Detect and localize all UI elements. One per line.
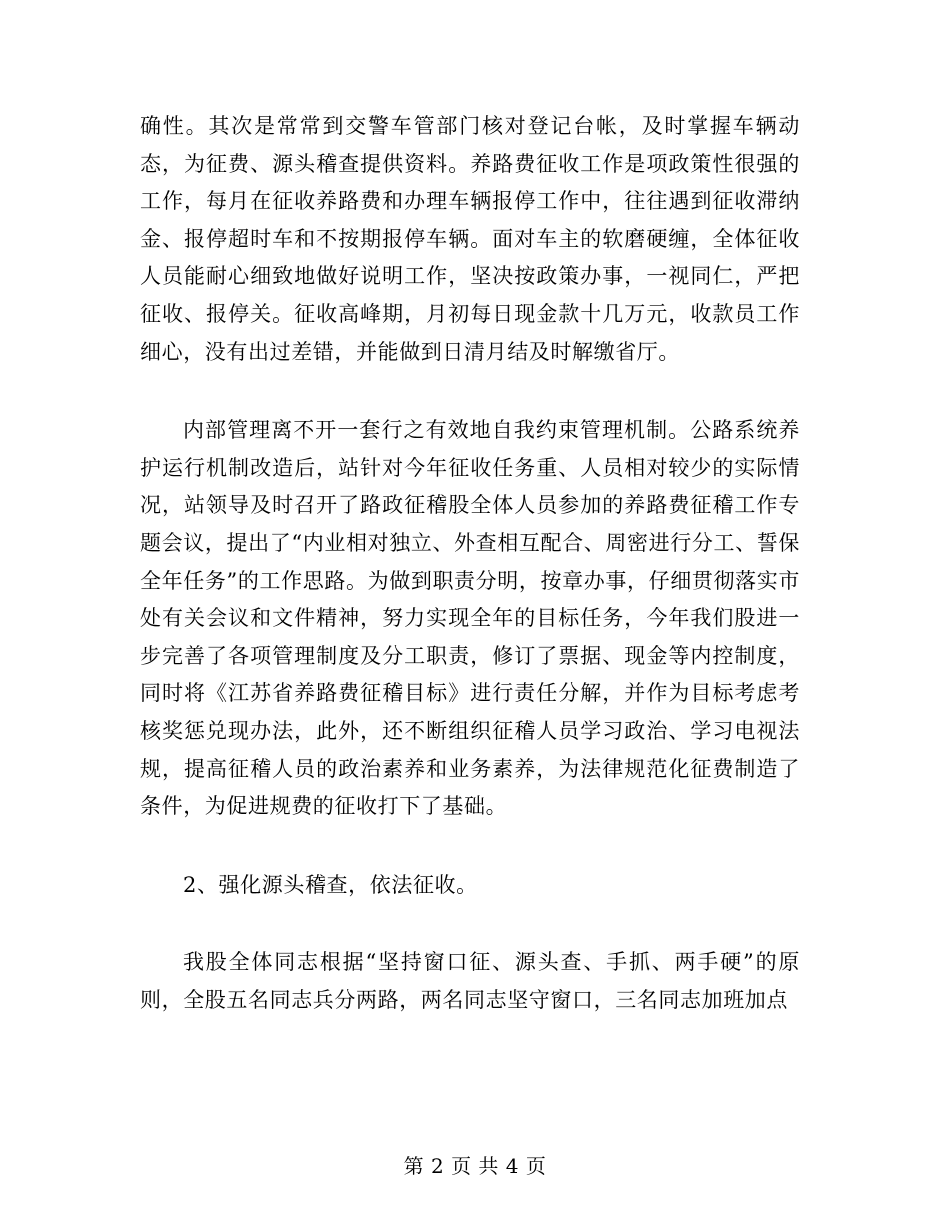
paragraph-source-inspection: 我股全体同志根据“坚持窗口征、源头查、手抓、两手硬”的原则，全股五名同志兵分两路，两名同志坚守窗口，三名同志加班加点 — [140, 950, 800, 1012]
paragraph-internal-management: 内部管理离不开一套行之有效地自我约束管理机制。公路系统养护运行机制改造后，站针对今年征收任务重、人员相对较少的实际情况，站领导及时召开了路政征稽股全体人员参加的养路费征稽工作专题会议，提出了“内业相对独立、外查相互配合、周密进行分工、誓保全年任务”的工作思路。为做到职责分明，按章办事，仔细贯彻落实市处有关会议和文件精神，努力实现全年的目标任务，今年我们股进一步完善了各项管理制度及分工职责，修订了票据、现金等内控制度，同时将《江苏省养路费征稽目标》进行责任分解，并作为目标考虑考核奖惩兑现办法，此外，还不断组织征稽人员学习政治、学习电视法规，提高征稽人员的政治素养和业务素养，为法律规范化征费制造了条件，为促进规费的征收打下了基础。 — [140, 418, 800, 819]
document-body — [140, 108, 800, 1019]
paragraph-continuation: 确性。其次是常常到交警车管部门核对登记台帐，及时掌握车辆动态，为征费、源头稽查提供资料。养路费征收工作是项政策性很强的工作，每月在征收养路费和办理车辆报停工作中，往往遇到征收滞纳金、报停超时车和不按期报停车辆。面对车主的软磨硬缠，全体征收人员能耐心细致地做好说明工作，坚决按政策办事，一视同仁，严把征收、报停关。征收高峰期，月初每日现金款十几万元，收款员工作细心，没有出过差错，并能做到日清月结及时解缴省厅。 — [140, 114, 800, 364]
section-heading: 2、强化源头稽查，依法征收。 — [183, 872, 478, 897]
page-number-footer: 第 2 页 共 4 页 — [403, 1154, 547, 1178]
